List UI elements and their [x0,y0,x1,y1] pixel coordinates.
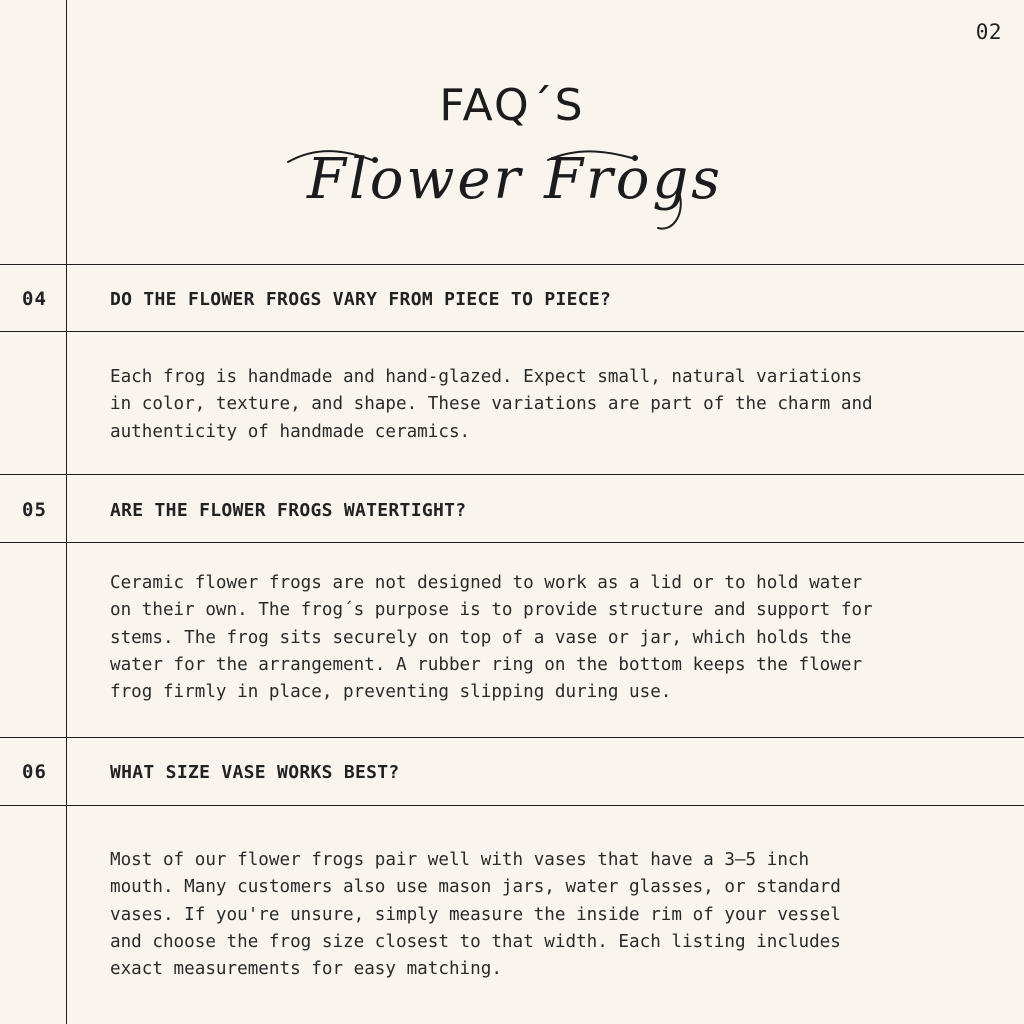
faq-answer-line: authenticity of handmade ceramics. [110,421,471,442]
faq-answer [110,364,970,446]
faq-answer-line: stems. The frog sits securely on top of a vase or jar, which holds the [110,627,852,648]
faq-answer-line: on their own. The frog´s purpose is to provide structure and support for [110,600,873,621]
faq-question: WHAT SIZE VASE WORKS BEST? [110,762,400,783]
script-title [280,136,750,234]
faq-answer-line: frog firmly in place, preventing slipping during use. [110,682,672,703]
faq-answer-line: exact measurements for easy matching. [110,959,502,980]
faq-answer-line: Most of our flower frogs pair well with vases that have a 3–5 inch [110,850,810,870]
faq-answer-line: Each frog is handmade and hand-glazed. Expect small, natural variations [110,367,863,387]
faq-answer-line: water for the arrangement. A rubber ring on the bottom keeps the flower [110,654,863,675]
faq-number: 05 [22,499,47,521]
faq-number: 04 [22,288,47,310]
script-title-text: Flower Frogs [306,147,724,212]
faq-answer-line: mouth. Many customers also use mason jars, water glasses, or standard [110,877,841,898]
faq-answer [110,847,970,983]
row-divider [0,737,1024,738]
page-title: FAQ´S [439,80,585,131]
faq-answer-line: Ceramic flower frogs are not designed to work as a lid or to hold water [110,573,863,593]
faq-number: 06 [22,761,47,783]
page-number: 02 [975,20,1002,44]
row-divider [0,474,1024,475]
row-divider [0,805,1024,806]
faq-question: DO THE FLOWER FROGS VARY FROM PIECE TO PIECE? [110,289,612,310]
left-column-divider [66,0,67,1024]
faq-question: ARE THE FLOWER FROGS WATERTIGHT? [110,500,467,521]
faq-answer-line: in color, texture, and shape. These variations are part of the charm and [110,394,873,415]
faq-answer [110,570,970,706]
faq-answer-line: and choose the frog size closest to that width. Each listing includes [110,931,841,952]
faq-answer-line: vases. If you're unsure, simply measure the inside rim of your vessel [110,904,841,925]
row-divider [0,264,1024,265]
row-divider [0,542,1024,543]
row-divider [0,331,1024,332]
